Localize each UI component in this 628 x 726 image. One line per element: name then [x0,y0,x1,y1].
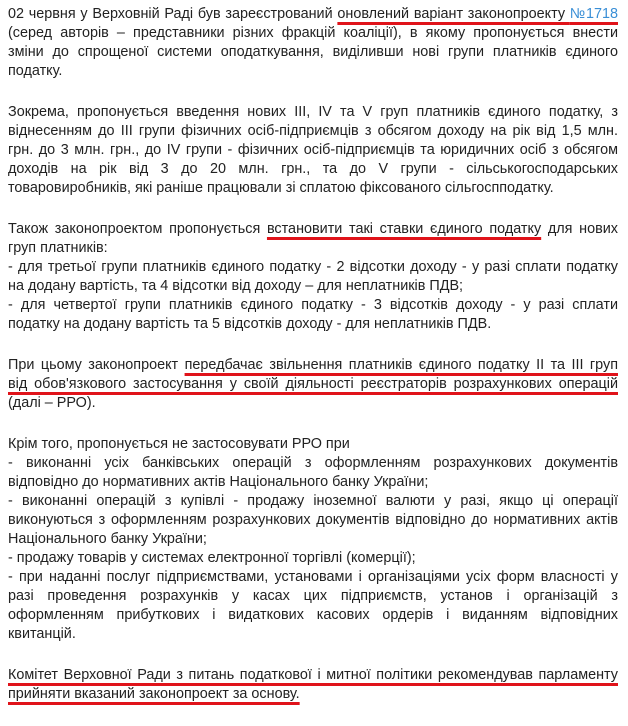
paragraph-new-groups [8,103,618,198]
text-line [8,220,618,239]
highlighted-phrase: встановити такі ставки єдиного податку [266,221,542,237]
text-line: товаровиробників, які раніше працювали зі сплатою фіксованого сільгоспподатку. [8,180,554,196]
text-line: податку. [8,63,63,79]
text-line: груп платників: [8,240,108,256]
paragraph-rro-exemption [8,356,618,413]
text-span: При цьому законопроект [8,357,185,373]
text-line: - при наданні послуг підприємствами, установами і організаціями усіх форм власності у [8,569,618,585]
highlighted-phrase: передбачає звільнення платників єдиного податку ІІ та ІІІ груп [184,357,618,373]
text-line: Національного банку України; [8,531,207,547]
text-line: разі проведення розрахунків у касах цих підприємств, установ і організацій з [8,588,618,604]
text-span: Також законопроектом пропонується [8,221,267,237]
text-line [8,666,618,685]
bill-1718-link[interactable]: №1718 [569,6,618,22]
text-line: віднесенням до ІІІ групи фізичних осіб-підприємців з обсягом доходу на рік від 1,5 млн. [8,123,618,139]
text-line: грн. до 3 млн. грн., до IV групи - фізичних осіб-підприємців та юридичних осіб з обсягом [8,142,618,158]
text-line: (далі – РРО). [8,395,96,411]
text-span: оновлений варіант законопроекту [337,6,570,22]
text-line [8,5,618,24]
text-line: - продажу товарів у системах електронної торгівлі (комерції); [8,550,416,566]
text-line: виконуються з оформленням розрахункових документів відповідно до нормативних актів [8,512,618,528]
article-body [8,5,618,726]
text-line: Крім того, пропонується не застосовувати РРО при [8,436,350,452]
text-line: - виконанні операцій з купівлі - продажу іноземної валюти у разі, якщо ці операції [8,493,618,509]
text-line: (серед авторів – представники різних фракцій коаліції), в якому пропонується внести [8,25,618,41]
paragraph-tax-rates [8,220,618,334]
paragraph-committee [8,666,618,704]
text-line: квитанцій. [8,626,76,642]
text-line: - для третьої групи платників єдиного податку - 2 відсотки доходу - у разі сплати податку [8,259,618,275]
text-line: доходів на рік від 3 до 20 млн. грн., та до V групи - сільськогосподарських [8,161,618,177]
paragraph-registration [8,5,618,81]
highlighted-phrase: Комітет Верховної Ради з питань податкової і митної політики рекомендував парламенту [8,667,618,683]
text-line: зміни до спрощеної системи оподаткування, виділивши нові групи платників єдиного [8,44,618,60]
text-line [8,375,618,394]
text-line: - для четвертої групи платників єдиного податку - 3 відсотків доходу - у разі сплати [8,297,618,313]
text-line [8,356,618,375]
text-line: оформленням прибуткових і видаткових касових ордерів і виданням відповідних [8,607,618,623]
text-span: для нових [541,221,619,237]
text-line: - виконанні усіх банківських операцій з оформленням розрахункових документів [8,455,618,471]
text-line: Зокрема, пропонується введення нових ІІІ, IV та V груп платників єдиного податку, з [8,104,618,120]
paragraph-rro-exceptions [8,435,618,644]
text-span: 02 червня у Верховній Раді був зареєстрований [8,6,338,22]
highlighted-phrase: прийняти вказаний законопроект за основу. [8,686,300,702]
text-line: на додану вартість, та 4 відсотки від доходу – для неплатників ПДВ; [8,278,464,294]
highlighted-phrase: від обов'язкового застосування у своїй діяльності реєстраторів розрахункових операцій [8,376,618,392]
highlighted-phrase [337,6,618,22]
text-line: податку на додану вартість та 5 відсотків доходу - для неплатників ПДВ. [8,316,492,332]
text-line: відповідно до нормативних актів Національного банку України; [8,474,429,490]
text-line [8,685,618,704]
